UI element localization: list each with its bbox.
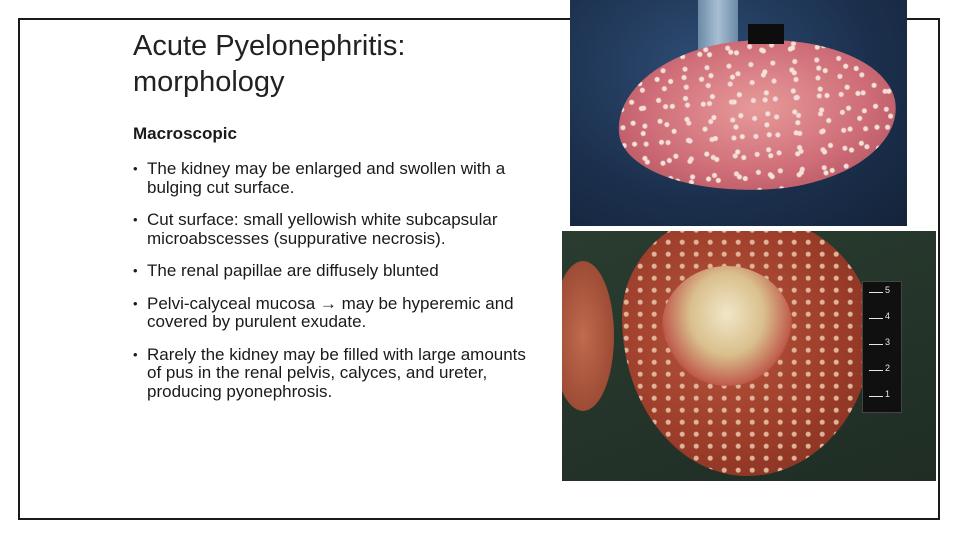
bullet-dot: •	[133, 263, 138, 278]
bullet-text-before: Pelvi-calyceal mucosa	[147, 293, 320, 313]
specimen-tag	[748, 24, 784, 44]
bullet-text-after: may be hyperemic and covered by purulent exudate.	[147, 293, 514, 331]
bullet-item	[133, 295, 528, 332]
bullet-item	[133, 160, 528, 197]
scale-ruler	[862, 281, 902, 413]
title-line-2: morphology	[133, 66, 285, 98]
kidney-external-photo	[570, 0, 907, 226]
bullet-dot: •	[133, 161, 138, 176]
bullet-item	[133, 262, 528, 281]
renal-pelvis-shape	[662, 266, 792, 386]
ruler-label: 1	[885, 389, 891, 399]
ruler-label: 4	[885, 311, 891, 321]
bullet-item	[133, 211, 528, 248]
slide-title	[133, 28, 533, 100]
right-arrow-icon: →	[319, 293, 337, 313]
bullet-text: Cut surface: small yellowish white subcapsular microabscesses (suppurative necrosis).	[147, 210, 498, 248]
bullet-item	[133, 346, 528, 402]
bullet-text: Rarely the kidney may be filled with large amounts of pus in the renal pelvis, calyces, and ureter, producing pyonephrosis.	[147, 344, 526, 401]
ruler-label: 5	[885, 285, 891, 295]
bullet-dot: •	[133, 295, 138, 311]
kidney-surface-shape	[613, 30, 901, 199]
ruler-label: 3	[885, 337, 891, 347]
ruler-label: 2	[885, 363, 891, 373]
bullet-list	[133, 160, 528, 415]
bullet-text: The kidney may be enlarged and swollen with a bulging cut surface.	[147, 159, 506, 197]
kidney-fragment-shape	[562, 261, 614, 411]
kidney-cut-surface-photo	[562, 231, 936, 481]
bullet-dot: •	[133, 212, 138, 227]
section-heading: Macroscopic	[133, 124, 237, 143]
bullet-dot: •	[133, 346, 138, 362]
title-line-1: Acute Pyelonephritis:	[133, 30, 406, 62]
bullet-text: The renal papillae are diffusely blunted	[147, 261, 439, 280]
